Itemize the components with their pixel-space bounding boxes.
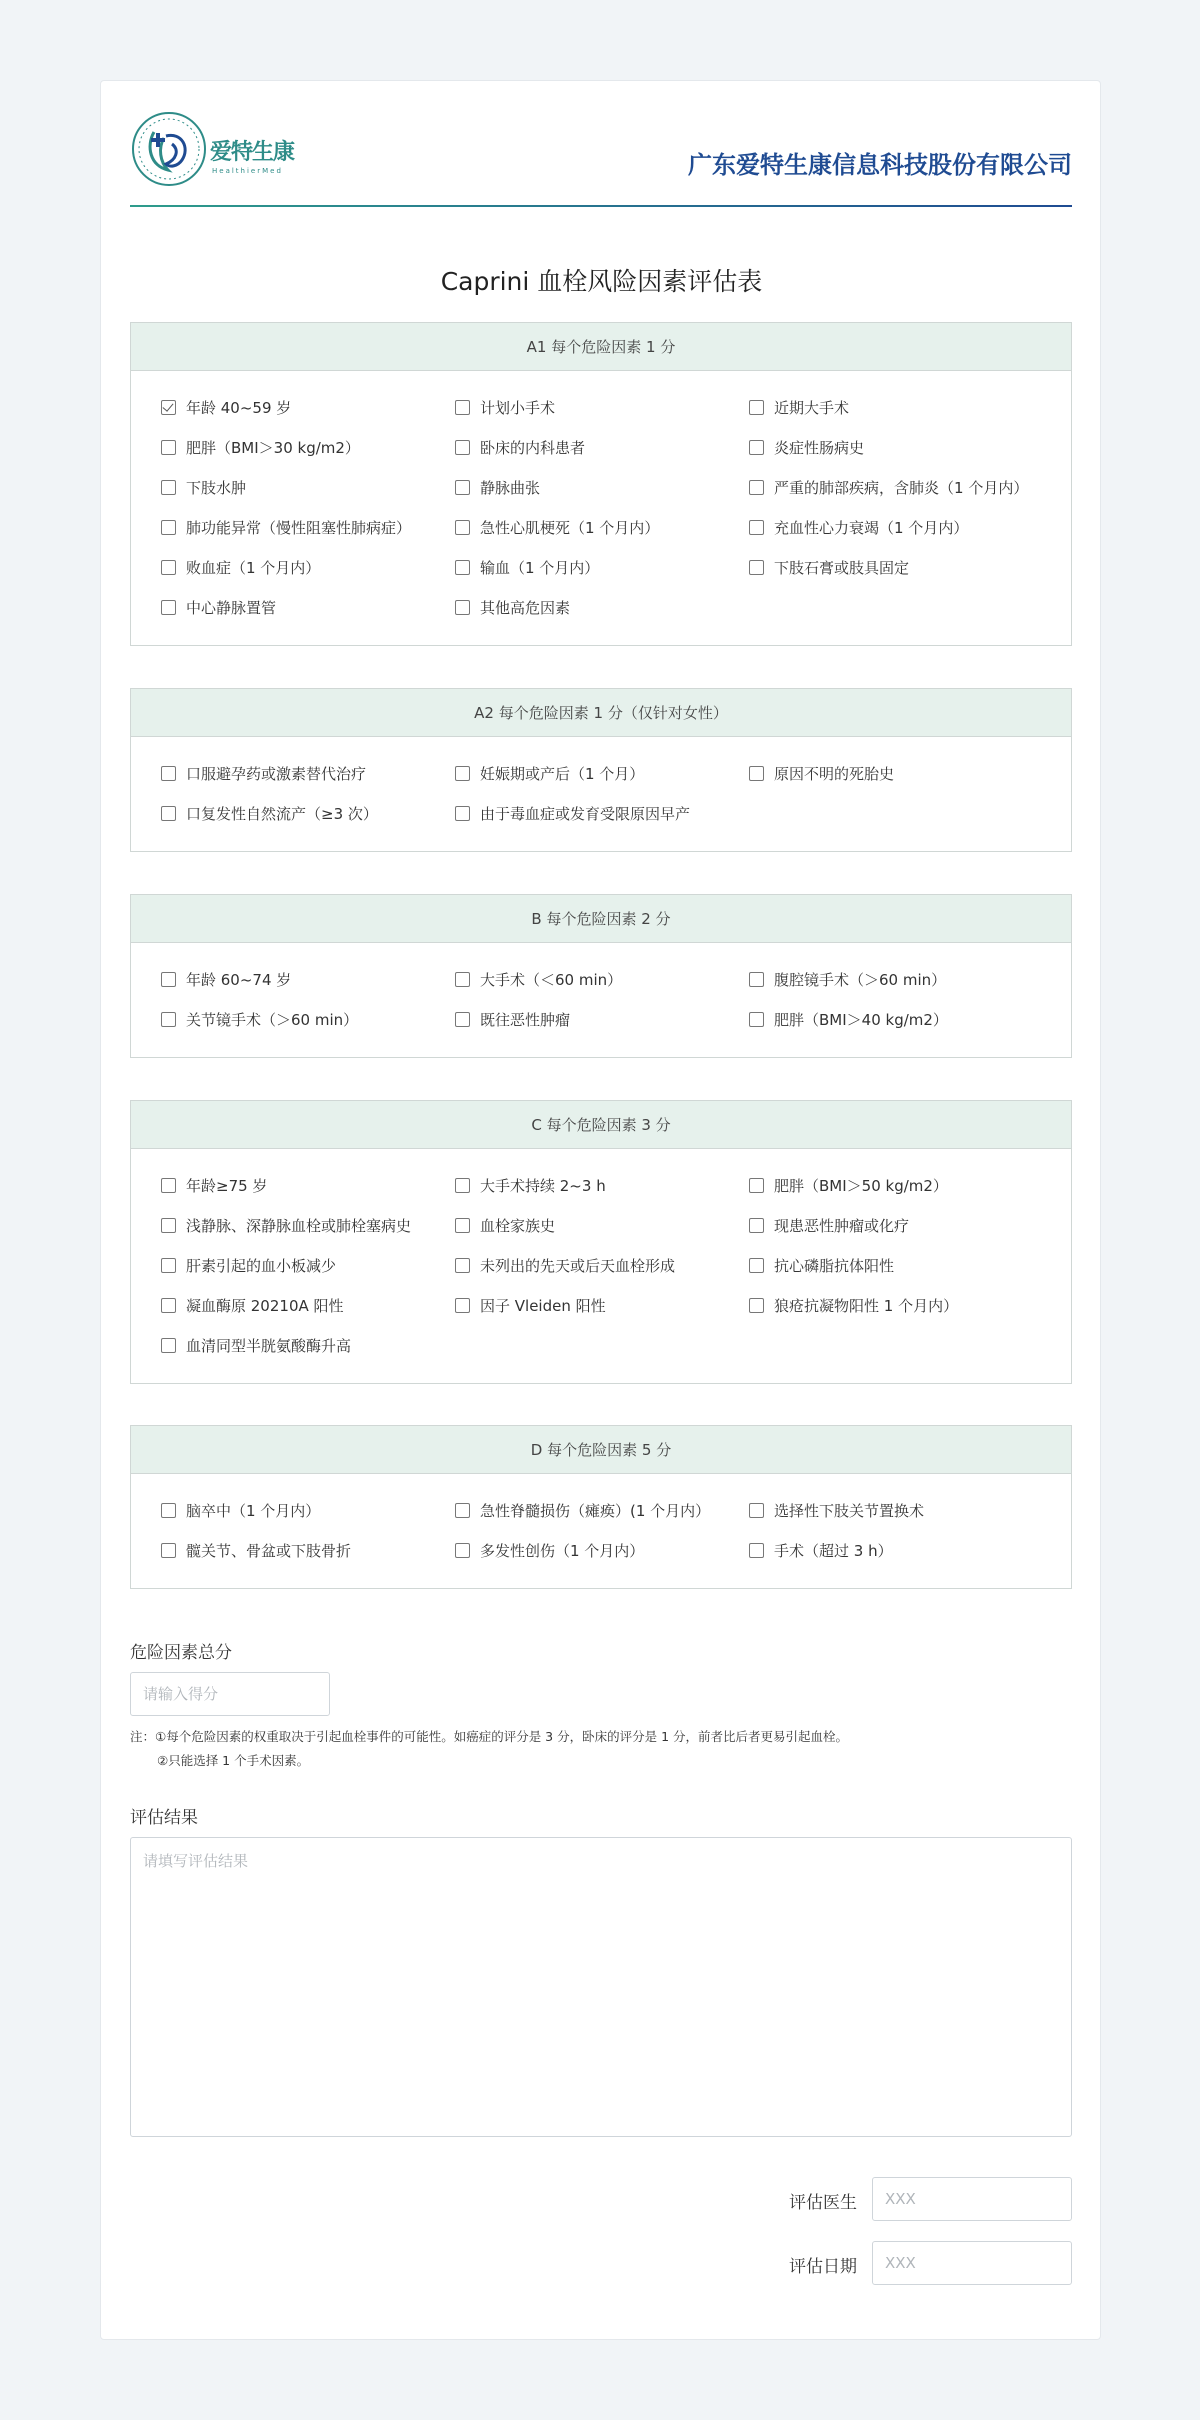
checkbox-item[interactable]: [455, 427, 749, 467]
checkbox-unchecked[interactable]: [455, 1012, 470, 1027]
footnote: [130, 1725, 848, 1773]
checkbox-label: 狼疮抗凝物阳性 1 个月内）: [774, 1296, 959, 1315]
date-input[interactable]: [872, 2241, 1072, 2285]
checkbox-item[interactable]: [455, 753, 749, 793]
checkbox-item[interactable]: [749, 547, 1043, 587]
logo-english-text: HealthierMed: [212, 167, 283, 175]
result-textarea[interactable]: [130, 1837, 1072, 2137]
checkbox-label: 手术（超过 3 h）: [774, 1541, 893, 1560]
checkbox-label: 肝素引起的血小板减少: [186, 1256, 337, 1275]
checkbox-label: 浅静脉、深静脉血栓或肺栓塞病史: [186, 1216, 412, 1235]
checkbox-unchecked[interactable]: [161, 1543, 176, 1558]
checkbox-item[interactable]: [455, 507, 749, 547]
doctor-label: 评估医生: [789, 2193, 857, 2213]
checkbox-label: 输血（1 个月内）: [480, 558, 600, 577]
logo-chinese-text: 爱特生康: [210, 140, 295, 165]
checkbox-item[interactable]: [161, 1205, 455, 1245]
section-title: B 每个危险因素 2 分: [131, 895, 1071, 943]
checkbox-unchecked[interactable]: [749, 1218, 764, 1233]
checkbox-label: 静脉曲张: [480, 478, 541, 497]
checkbox-item[interactable]: [161, 1245, 455, 1285]
checkbox-unchecked[interactable]: [161, 1503, 176, 1518]
checkbox-label: 肥胖（BMI＞40 kg/m2）: [774, 1010, 948, 1029]
checkbox-label: 炎症性肠病史: [774, 438, 865, 457]
checkbox-label: 抗心磷脂抗体阳性: [774, 1256, 895, 1275]
section-b: [130, 894, 1072, 1058]
footnote-line-1: 注：①每个危险因素的权重取决于引起血栓事件的可能性。如癌症的评分是 3 分，卧床的评分是 1 分，前者比后者更易引起血栓。: [130, 1729, 849, 1744]
checkbox-label: 既往恶性肿瘤: [480, 1010, 571, 1029]
checkbox-item[interactable]: [455, 387, 749, 427]
checkbox-label: 中心静脉置管: [186, 598, 277, 617]
checkbox-label: 大手术持续 2~3 h: [480, 1176, 606, 1195]
checkbox-unchecked[interactable]: [749, 1012, 764, 1027]
checkbox-unchecked[interactable]: [455, 400, 470, 415]
checkbox-unchecked[interactable]: [749, 972, 764, 987]
section-title: A1 每个危险因素 1 分: [131, 323, 1071, 371]
checkbox-label: 肺功能异常（慢性阻塞性肺病症）: [186, 518, 412, 537]
checkbox-unchecked[interactable]: [161, 560, 176, 575]
checkbox-item[interactable]: [455, 999, 749, 1039]
checkbox-item[interactable]: [161, 1490, 455, 1530]
checkbox-label: 血清同型半胱氨酸酶升高: [186, 1336, 352, 1355]
checkbox-unchecked[interactable]: [161, 806, 176, 821]
checkbox-item[interactable]: [749, 1245, 1043, 1285]
checkbox-unchecked[interactable]: [455, 1178, 470, 1193]
total-score-label: 危险因素总分: [130, 1643, 232, 1663]
checkbox-unchecked[interactable]: [749, 1298, 764, 1313]
checkbox-item[interactable]: [749, 507, 1043, 547]
checkbox-label: 年龄 60~74 岁: [186, 970, 292, 989]
checkbox-unchecked[interactable]: [455, 972, 470, 987]
checkbox-item[interactable]: [161, 753, 455, 793]
checkbox-item[interactable]: [749, 1205, 1043, 1245]
checkbox-checked[interactable]: [161, 400, 176, 415]
section-a1: [130, 322, 1072, 646]
checkbox-item[interactable]: [161, 387, 455, 427]
checkbox-label: 充血性心力衰竭（1 个月内）: [774, 518, 969, 537]
section-c: [130, 1100, 1072, 1384]
checkbox-item[interactable]: [161, 547, 455, 587]
checkbox-label: 口复发性自然流产（≥3 次）: [186, 804, 378, 823]
checkbox-unchecked[interactable]: [749, 766, 764, 781]
checkbox-item[interactable]: [455, 587, 749, 627]
checkbox-item[interactable]: [749, 427, 1043, 467]
checkbox-label: 急性心肌梗死（1 个月内）: [480, 518, 660, 537]
checkbox-unchecked[interactable]: [455, 1298, 470, 1313]
checkbox-unchecked[interactable]: [455, 1258, 470, 1273]
checkbox-label: 下肢石膏或肢具固定: [774, 558, 910, 577]
checkbox-item[interactable]: [455, 467, 749, 507]
checkbox-item[interactable]: [161, 999, 455, 1039]
checkbox-label: 脑卒中（1 个月内）: [186, 1501, 321, 1520]
company-logo: [130, 110, 330, 186]
checkbox-item[interactable]: [749, 753, 1043, 793]
checkbox-label: 血栓家族史: [480, 1216, 556, 1235]
checkbox-label: 年龄 40~59 岁: [186, 398, 292, 417]
checkbox-unchecked[interactable]: [455, 440, 470, 455]
checkbox-item[interactable]: [161, 467, 455, 507]
checkbox-unchecked[interactable]: [749, 1543, 764, 1558]
checkbox-unchecked[interactable]: [161, 972, 176, 987]
checkbox-unchecked[interactable]: [161, 440, 176, 455]
checkbox-unchecked[interactable]: [161, 1338, 176, 1353]
header-divider: [130, 205, 1072, 207]
checkbox-item[interactable]: [161, 587, 455, 627]
checkbox-item[interactable]: [455, 1205, 749, 1245]
checkbox-item[interactable]: [455, 959, 749, 999]
checkbox-item[interactable]: [161, 1285, 455, 1325]
checkbox-label: 选择性下肢关节置换术: [774, 1501, 925, 1520]
checkbox-label: 肥胖（BMI＞30 kg/m2）: [186, 438, 360, 457]
checkbox-item[interactable]: [455, 793, 749, 833]
page-header: [130, 110, 1072, 186]
checkbox-label: 严重的肺部疾病，含肺炎（1 个月内）: [774, 478, 1029, 497]
doctor-input[interactable]: [872, 2177, 1072, 2221]
footnote-line-2: ②只能选择 1 个手术因素。: [157, 1753, 310, 1768]
checkbox-label: 其他高危因素: [480, 598, 571, 617]
section-a2: [130, 688, 1072, 852]
checkbox-label: 年龄≥75 岁: [186, 1176, 268, 1195]
checkbox-label: 凝血酶原 20210A 阳性: [186, 1296, 344, 1315]
checkbox-label: 计划小手术: [480, 398, 556, 417]
checkbox-unchecked[interactable]: [749, 1178, 764, 1193]
checkbox-unchecked[interactable]: [749, 560, 764, 575]
checkbox-item[interactable]: [161, 427, 455, 467]
checkbox-item[interactable]: [455, 1530, 749, 1570]
checkbox-unchecked[interactable]: [455, 600, 470, 615]
checkbox-grid: [131, 943, 1071, 1039]
checkbox-unchecked[interactable]: [161, 1298, 176, 1313]
checkbox-unchecked[interactable]: [161, 520, 176, 535]
checkbox-unchecked[interactable]: [749, 440, 764, 455]
logo-emblem-icon: [130, 110, 208, 188]
checkbox-item[interactable]: [749, 467, 1043, 507]
checkbox-label: 大手术（＜60 min）: [480, 970, 623, 989]
checkbox-unchecked[interactable]: [161, 1258, 176, 1273]
checkbox-unchecked[interactable]: [455, 806, 470, 821]
checkbox-unchecked[interactable]: [161, 480, 176, 495]
company-name: 广东爱特生康信息科技股份有限公司: [688, 151, 1072, 179]
checkbox-unchecked[interactable]: [749, 1503, 764, 1518]
section-d: [130, 1425, 1072, 1589]
checkbox-unchecked[interactable]: [455, 1543, 470, 1558]
checkbox-label: 腹腔镜手术（＞60 min）: [774, 970, 947, 989]
total-score-input[interactable]: [130, 1672, 330, 1716]
checkbox-unchecked[interactable]: [749, 400, 764, 415]
checkbox-unchecked[interactable]: [455, 1218, 470, 1233]
checkbox-unchecked[interactable]: [455, 1503, 470, 1518]
checkbox-item[interactable]: [455, 547, 749, 587]
checkbox-label: 妊娠期或产后（1 个月）: [480, 764, 645, 783]
checkbox-label: 卧床的内科患者: [480, 438, 586, 457]
checkbox-item[interactable]: [749, 1165, 1043, 1205]
checkbox-item[interactable]: [455, 1490, 749, 1530]
checkbox-item[interactable]: [161, 1530, 455, 1570]
checkbox-unchecked[interactable]: [749, 1258, 764, 1273]
checkbox-item[interactable]: [161, 1165, 455, 1205]
checkbox-label: 多发性创伤（1 个月内）: [480, 1541, 645, 1560]
checkbox-label: 肥胖（BMI＞50 kg/m2）: [774, 1176, 948, 1195]
checkbox-unchecked[interactable]: [749, 520, 764, 535]
checkbox-item[interactable]: [749, 959, 1043, 999]
checkbox-unchecked[interactable]: [455, 520, 470, 535]
checkbox-grid: [131, 737, 1071, 833]
checkbox-label: 未列出的先天或后天血栓形成: [480, 1256, 676, 1275]
checkbox-grid: [131, 1149, 1071, 1365]
checkbox-label: 由于毒血症或发育受限原因早产: [480, 804, 691, 823]
checkbox-unchecked[interactable]: [455, 480, 470, 495]
checkbox-label: 关节镜手术（＞60 min）: [186, 1010, 359, 1029]
checkbox-unchecked[interactable]: [161, 1012, 176, 1027]
form-card: [100, 80, 1101, 2340]
checkbox-grid: [131, 371, 1071, 627]
checkbox-label: 急性脊髓损伤（瘫痪）(1 个月内）: [480, 1501, 711, 1520]
checkbox-item[interactable]: [749, 1285, 1043, 1325]
date-label: 评估日期: [789, 2257, 857, 2277]
checkbox-label: 下肢水肿: [186, 478, 247, 497]
checkbox-unchecked[interactable]: [161, 1178, 176, 1193]
checkbox-label: 现患恶性肿瘤或化疗: [774, 1216, 910, 1235]
section-title: A2 每个危险因素 1 分（仅针对女性）: [131, 689, 1071, 737]
checkbox-item[interactable]: [455, 1165, 749, 1205]
section-title: C 每个危险因素 3 分: [131, 1101, 1071, 1149]
checkbox-label: 原因不明的死胎史: [774, 764, 895, 783]
section-title: D 每个危险因素 5 分: [131, 1426, 1071, 1474]
result-label: 评估结果: [130, 1808, 198, 1828]
checkbox-unchecked[interactable]: [161, 766, 176, 781]
checkbox-label: 近期大手术: [774, 398, 850, 417]
checkbox-item[interactable]: [749, 1490, 1043, 1530]
checkbox-unchecked[interactable]: [161, 1218, 176, 1233]
checkbox-label: 口服避孕药或激素替代治疗: [186, 764, 367, 783]
checkbox-unchecked[interactable]: [455, 560, 470, 575]
checkbox-unchecked[interactable]: [749, 480, 764, 495]
page-title: Caprini 血栓风险因素评估表: [440, 267, 763, 296]
checkbox-item[interactable]: [161, 507, 455, 547]
checkbox-item[interactable]: [161, 793, 455, 833]
checkbox-label: 髋关节、骨盆或下肢骨折: [186, 1541, 352, 1560]
checkbox-item[interactable]: [455, 1245, 749, 1285]
checkbox-item[interactable]: [749, 1530, 1043, 1570]
checkbox-grid: [131, 1474, 1071, 1570]
checkbox-unchecked[interactable]: [455, 766, 470, 781]
checkbox-item[interactable]: [455, 1285, 749, 1325]
checkbox-item[interactable]: [161, 959, 455, 999]
checkbox-label: 因子 Vleiden 阳性: [480, 1296, 606, 1315]
checkbox-label: 败血症（1 个月内）: [186, 558, 321, 577]
checkbox-item[interactable]: [161, 1325, 455, 1365]
checkbox-item[interactable]: [749, 999, 1043, 1039]
checkbox-item[interactable]: [749, 387, 1043, 427]
checkbox-unchecked[interactable]: [161, 600, 176, 615]
